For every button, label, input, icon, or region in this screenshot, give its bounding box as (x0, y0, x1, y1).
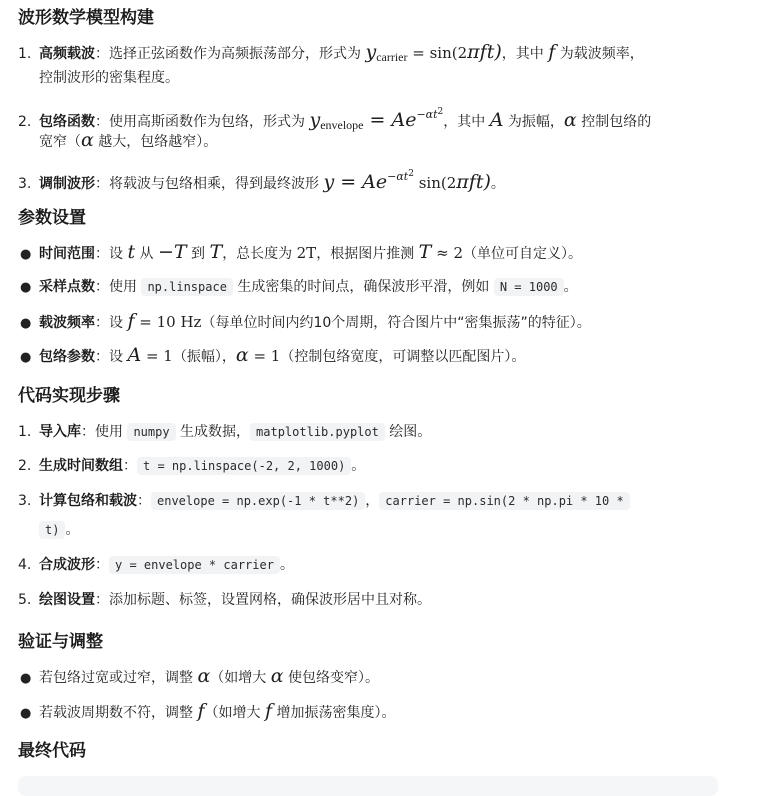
list-item-modulated: 3. 调制波形：将载波与包络相乘，得到最终波形 $y = Ae^{-\alpha t2}$ sin(2πft)。 (18, 169, 505, 193)
list-item-envelope-params: ● 包络参数：设 A = 1（振幅），α = 1（控制包络宽度，可调整以匹配图片）。 (20, 344, 526, 366)
list-item-time-range: ● 时间范围：设 t 从 −T 到 T，总长度为 2T，根据图片推测 T ≈ 2（单位可自定义）。 (20, 241, 582, 263)
list-item-carrier-freq: ● 载波频率：设 f = 10 Hz（每单位时间内约10个周期，符合图片中“密集振荡”的特征）。 (20, 310, 591, 332)
list-item-envelope: 2. 包络函数：使用高斯函数作为包络，形式为 yenvelope = $Ae^{-\alpha t2}$，其中 A 为振幅，α 控制包络的 (18, 107, 652, 132)
list-item-import: 1. 导入库：使用 numpy 生成数据， matplotlib.pyplot 绘图。 (18, 424, 432, 440)
list-item-plot-settings: 5. 绘图设置：添加标题、标签，设置网格，确保波形居中且对称。 (18, 592, 431, 608)
list-item-carrier-cont: 控制波形的密集程度。 (39, 70, 179, 86)
list-item-compute: 3. 计算包络和载波： envelope = np.exp(-1 * t**2) ， carrier = np.sin(2 * np.pi * 10 * (18, 487, 718, 515)
list-item-combine: 4. 合成波形： y = envelope * carrier 。 (18, 557, 294, 573)
code-block[interactable] (18, 776, 718, 796)
section-title-final: 最终代码 (18, 741, 86, 761)
list-item-adjust-f: ● 若载波周期数不符，调整 f（如增大 f 增加振荡密集度）。 (20, 700, 396, 722)
section-title-verify: 验证与调整 (18, 632, 103, 652)
list-item-adjust-alpha: ● 若包络过宽或过窄，调整 α（如增大 α 使包络变窄）。 (20, 665, 380, 687)
list-item-time-array: 2. 生成时间数组： t = np.linspace(-2, 2, 1000) 。 (18, 458, 366, 474)
section-title-steps: 代码实现步骤 (18, 386, 120, 406)
list-item-samples: ● 采样点数：使用 np.linspace 生成密集的时间点，确保波形平滑，例如 N = 1000 。 (20, 279, 578, 295)
section-title-model: 波形数学模型构建 (18, 8, 154, 28)
list-item-envelope-cont: 宽窄（α 越大，包络越窄）。 (39, 129, 218, 151)
list-item-carrier: 1. 高频载波：选择正弦函数作为高频振荡部分，形式为 ycarrier = sin(2πft)，其中 f 为载波频率， (18, 41, 644, 64)
list-item-compute-cont: t) 。 (18, 516, 739, 544)
section-title-params: 参数设置 (18, 208, 86, 228)
